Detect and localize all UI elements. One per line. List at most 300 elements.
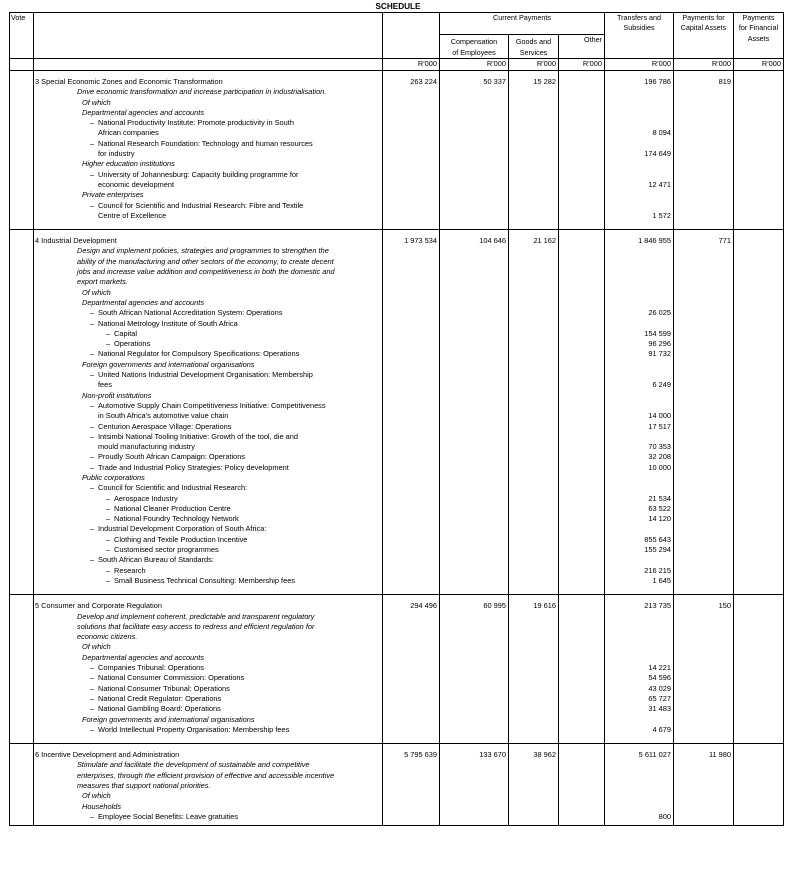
value: 91 732 — [648, 349, 671, 359]
value — [509, 760, 556, 770]
value — [383, 684, 437, 694]
value — [559, 673, 602, 683]
value — [605, 201, 671, 211]
value — [383, 442, 437, 452]
value — [605, 288, 671, 298]
value — [440, 802, 506, 812]
value — [734, 308, 781, 318]
line-cat — [35, 653, 382, 663]
value — [509, 211, 556, 221]
line-text: Council for Scientific and Industrial Research: Fibre and Textile — [98, 200, 304, 210]
line-item — [35, 673, 382, 683]
value — [383, 576, 437, 586]
value — [674, 802, 731, 812]
value — [509, 159, 556, 169]
value — [509, 257, 556, 267]
value: 17 517 — [648, 421, 671, 431]
value: 5 795 639 — [404, 750, 437, 760]
line-cat — [35, 159, 382, 169]
value — [559, 601, 602, 611]
value — [383, 694, 437, 704]
line-item — [35, 349, 382, 359]
value — [383, 524, 437, 534]
dash-marker: – — [90, 118, 95, 128]
line-text: National Metrology Institute of South Africa — [98, 318, 238, 328]
value: 1 572 — [652, 210, 671, 220]
value — [674, 535, 731, 545]
value — [559, 483, 602, 493]
value — [674, 170, 731, 180]
value — [734, 524, 781, 534]
value — [509, 612, 556, 622]
value — [674, 391, 731, 401]
line-item — [35, 170, 382, 180]
value — [509, 566, 556, 576]
value — [383, 128, 437, 138]
value — [440, 201, 506, 211]
dash-marker: – — [106, 514, 111, 524]
value — [674, 432, 731, 442]
total-cell — [383, 230, 440, 595]
line-text: 5 Consumer and Corporate Regulation — [35, 601, 162, 611]
dash-marker: – — [90, 431, 95, 441]
line-purpose — [35, 612, 382, 622]
value — [734, 483, 781, 493]
line-cat — [35, 473, 382, 483]
value — [674, 257, 731, 267]
line-ofwhich — [35, 98, 382, 108]
other-cell — [559, 595, 605, 744]
line-cont — [35, 211, 382, 221]
line-text: South African National Accreditation System: Operations — [98, 308, 283, 318]
line-text: National Foundry Technology Network — [114, 514, 239, 524]
value: 54 596 — [648, 673, 671, 683]
value — [440, 535, 506, 545]
line-text: World Intellectual Property Organisation: Membership fees — [98, 724, 290, 734]
value — [559, 622, 602, 632]
value — [509, 545, 556, 555]
line-text: Employee Social Benefits: Leave gratuities — [98, 811, 239, 821]
line-text: National Gambling Board: Operations — [98, 704, 221, 714]
line-text: 6 Incentive Development and Administration — [35, 750, 180, 760]
value — [383, 267, 437, 277]
value — [674, 411, 731, 421]
value — [509, 298, 556, 308]
value — [559, 190, 602, 200]
line-cont — [35, 128, 382, 138]
value — [734, 715, 781, 725]
value — [440, 545, 506, 555]
value — [509, 715, 556, 725]
line-cat — [35, 108, 382, 118]
line-text: Centre of Excellence — [98, 210, 167, 220]
value — [509, 802, 556, 812]
line-text: 4 Industrial Development — [35, 236, 117, 246]
line-sub — [35, 514, 382, 524]
value — [605, 298, 671, 308]
value — [383, 211, 437, 221]
value: 771 — [718, 236, 731, 246]
value — [674, 98, 731, 108]
line-item — [35, 319, 382, 329]
value — [605, 257, 671, 267]
value — [383, 190, 437, 200]
other-header-line: Other — [584, 35, 602, 44]
line-text: Of which — [82, 97, 111, 107]
value — [440, 653, 506, 663]
value — [383, 812, 437, 822]
value — [509, 391, 556, 401]
line-cont — [35, 149, 382, 159]
total-header — [383, 13, 440, 59]
value — [509, 535, 556, 545]
dash-marker: – — [90, 370, 95, 380]
compensation-header — [440, 35, 509, 59]
value — [605, 108, 671, 118]
line-item — [35, 704, 382, 714]
value — [605, 370, 671, 380]
value — [509, 87, 556, 97]
value — [383, 149, 437, 159]
value — [440, 612, 506, 622]
value — [440, 298, 506, 308]
value — [509, 725, 556, 735]
line-text: Drive economic transformation and increase participation in industrialisation. — [77, 87, 327, 97]
value — [734, 432, 781, 442]
line-cont — [35, 380, 382, 390]
dash-marker: – — [106, 545, 111, 555]
dash-marker: – — [106, 503, 111, 513]
value: 1 846 955 — [638, 236, 671, 246]
value — [383, 87, 437, 97]
vote-cell — [10, 71, 34, 230]
value — [559, 211, 602, 221]
value — [674, 684, 731, 694]
value — [559, 257, 602, 267]
value — [383, 612, 437, 622]
value: 10 000 — [648, 462, 671, 472]
value — [559, 452, 602, 462]
value — [440, 632, 506, 642]
comp-cell — [440, 744, 509, 826]
value — [674, 642, 731, 652]
value — [734, 601, 781, 611]
line-text: National Credit Regulator: Operations — [98, 693, 222, 703]
financial-header-line: Assets — [747, 33, 770, 43]
value — [440, 725, 506, 735]
value: 174 649 — [644, 149, 671, 159]
value: 150 — [718, 601, 731, 611]
unit-label-financial: R'000 — [734, 59, 784, 71]
schedule-title: SCHEDULE — [375, 2, 421, 11]
financial-assets-header — [734, 13, 784, 59]
value — [734, 108, 781, 118]
capital-header-line: Payments for — [682, 13, 725, 22]
value: 155 294 — [644, 545, 671, 555]
line-item — [35, 694, 382, 704]
value — [734, 211, 781, 221]
value — [734, 750, 781, 760]
value — [559, 319, 602, 329]
dash-marker: – — [90, 421, 95, 431]
dash-marker: – — [106, 493, 111, 503]
value — [674, 612, 731, 622]
value — [383, 791, 437, 801]
value — [559, 401, 602, 411]
value — [674, 308, 731, 318]
value — [440, 349, 506, 359]
value — [440, 329, 506, 339]
value — [559, 725, 602, 735]
value — [734, 504, 781, 514]
value — [509, 329, 556, 339]
value — [605, 524, 671, 534]
value — [440, 524, 506, 534]
dash-marker: – — [90, 200, 95, 210]
value — [509, 267, 556, 277]
line-text: Departmental agencies and accounts — [82, 107, 205, 117]
line-purpose — [35, 781, 382, 791]
dash-marker: – — [106, 565, 111, 575]
value — [383, 349, 437, 359]
value — [674, 211, 731, 221]
value — [559, 812, 602, 822]
value — [559, 288, 602, 298]
line-text: Stimulate and facilitate the development of sustainable and competitive — [77, 760, 310, 770]
value — [734, 180, 781, 190]
value — [509, 128, 556, 138]
value — [440, 673, 506, 683]
value — [674, 514, 731, 524]
value — [605, 401, 671, 411]
value — [383, 98, 437, 108]
value — [559, 663, 602, 673]
value: 800 — [658, 811, 671, 821]
value — [605, 555, 671, 565]
value — [559, 791, 602, 801]
value — [559, 277, 602, 287]
value — [734, 473, 781, 483]
line-ofwhich — [35, 791, 382, 801]
line-text: solutions that facilitate easy access to redress and efficient regulation for — [77, 621, 315, 631]
vote-cell — [10, 230, 34, 595]
value — [440, 391, 506, 401]
value — [440, 128, 506, 138]
value — [559, 802, 602, 812]
value — [559, 494, 602, 504]
value — [734, 339, 781, 349]
value — [674, 442, 731, 452]
value — [559, 87, 602, 97]
value — [734, 87, 781, 97]
value — [509, 473, 556, 483]
value — [559, 201, 602, 211]
value — [559, 98, 602, 108]
programme-block — [10, 71, 784, 230]
transfers-header-line: Transfers and — [616, 13, 662, 22]
line-text: National Consumer Commission: Operations — [98, 673, 245, 683]
value — [605, 87, 671, 97]
value — [509, 349, 556, 359]
line-item — [35, 483, 382, 493]
value: 216 215 — [644, 565, 671, 575]
value — [734, 236, 781, 246]
transfers-cell — [605, 595, 674, 744]
value — [383, 391, 437, 401]
value — [559, 370, 602, 380]
value — [674, 632, 731, 642]
value — [383, 180, 437, 190]
unit-label-transfers: R'000 — [605, 59, 674, 71]
line-text: Of which — [82, 791, 111, 801]
programme-block — [10, 230, 784, 595]
line-text: measures that support national priorities. — [77, 781, 211, 790]
value — [674, 401, 731, 411]
dash-marker: – — [106, 328, 111, 338]
value: 70 353 — [648, 442, 671, 452]
value: 8 094 — [652, 128, 671, 138]
value — [605, 360, 671, 370]
line-text: Small Business Technical Consulting: Membership fees — [114, 575, 296, 585]
dash-marker: – — [90, 555, 95, 565]
value — [440, 494, 506, 504]
value — [383, 159, 437, 169]
transfers-cell — [605, 71, 674, 230]
value — [734, 760, 781, 770]
value — [509, 622, 556, 632]
value — [734, 802, 781, 812]
value — [509, 118, 556, 128]
financial-header-line: Payments — [742, 13, 775, 22]
value — [440, 576, 506, 586]
goods-cell — [509, 744, 559, 826]
description-cell — [34, 595, 383, 744]
line-item — [35, 684, 382, 694]
value — [559, 704, 602, 714]
value — [674, 781, 731, 791]
line-sub — [35, 339, 382, 349]
value — [734, 319, 781, 329]
value — [674, 725, 731, 735]
line-sub — [35, 545, 382, 555]
value — [605, 391, 671, 401]
value — [734, 288, 781, 298]
other-cell — [559, 230, 605, 595]
value — [440, 267, 506, 277]
value — [674, 370, 731, 380]
line-cat — [35, 360, 382, 370]
line-prog — [35, 601, 382, 611]
other-cell — [559, 71, 605, 230]
line-text: Operations — [114, 339, 151, 349]
value — [440, 170, 506, 180]
line-text: Council for Scientific and Industrial Research: — [98, 483, 248, 493]
value — [559, 139, 602, 149]
value — [734, 139, 781, 149]
value — [440, 277, 506, 287]
current-payments-header: Current Payments — [440, 13, 605, 35]
line-text: Foreign governments and international organisations — [82, 714, 255, 724]
line-cont — [35, 180, 382, 190]
line-item — [35, 422, 382, 432]
value — [674, 760, 731, 770]
other-header — [559, 35, 605, 59]
value — [674, 190, 731, 200]
value — [383, 802, 437, 812]
value: 1 645 — [652, 575, 671, 585]
description-cell — [34, 230, 383, 595]
value — [674, 319, 731, 329]
value — [734, 812, 781, 822]
value — [559, 545, 602, 555]
value — [440, 149, 506, 159]
line-item — [35, 308, 382, 318]
value — [605, 632, 671, 642]
line-purpose — [35, 257, 382, 267]
value — [674, 504, 731, 514]
value — [383, 673, 437, 683]
value — [674, 108, 731, 118]
line-text: Trade and Industrial Policy Strategies: Policy development — [98, 462, 289, 472]
value — [440, 401, 506, 411]
value — [440, 771, 506, 781]
line-text: Foreign governments and international organisations — [82, 359, 255, 369]
value — [440, 663, 506, 673]
value — [383, 401, 437, 411]
value — [440, 781, 506, 791]
value — [674, 246, 731, 256]
value — [509, 694, 556, 704]
value — [383, 632, 437, 642]
vote-header: Vote — [10, 13, 34, 59]
value: 4 679 — [652, 724, 671, 734]
line-text: for industry — [98, 149, 135, 159]
value — [734, 267, 781, 277]
value — [440, 288, 506, 298]
value — [674, 159, 731, 169]
value — [440, 715, 506, 725]
value — [383, 288, 437, 298]
value: 196 786 — [644, 77, 671, 86]
value — [559, 246, 602, 256]
value — [734, 463, 781, 473]
value — [559, 159, 602, 169]
value — [509, 463, 556, 473]
value — [734, 380, 781, 390]
line-purpose — [35, 87, 382, 97]
value — [440, 370, 506, 380]
value — [674, 139, 731, 149]
value — [383, 308, 437, 318]
value: 213 735 — [644, 601, 671, 611]
value — [605, 246, 671, 256]
value — [734, 159, 781, 169]
value — [509, 452, 556, 462]
value — [734, 277, 781, 287]
value — [734, 781, 781, 791]
dash-marker: – — [90, 524, 95, 534]
unit-label-capital: R'000 — [674, 59, 734, 71]
value — [559, 632, 602, 642]
value — [734, 663, 781, 673]
value — [559, 566, 602, 576]
line-text: mould manufacturing industry — [98, 442, 195, 452]
value — [674, 288, 731, 298]
other-cell — [559, 744, 605, 826]
capital-cell — [674, 230, 734, 595]
value — [509, 632, 556, 642]
value — [440, 308, 506, 318]
